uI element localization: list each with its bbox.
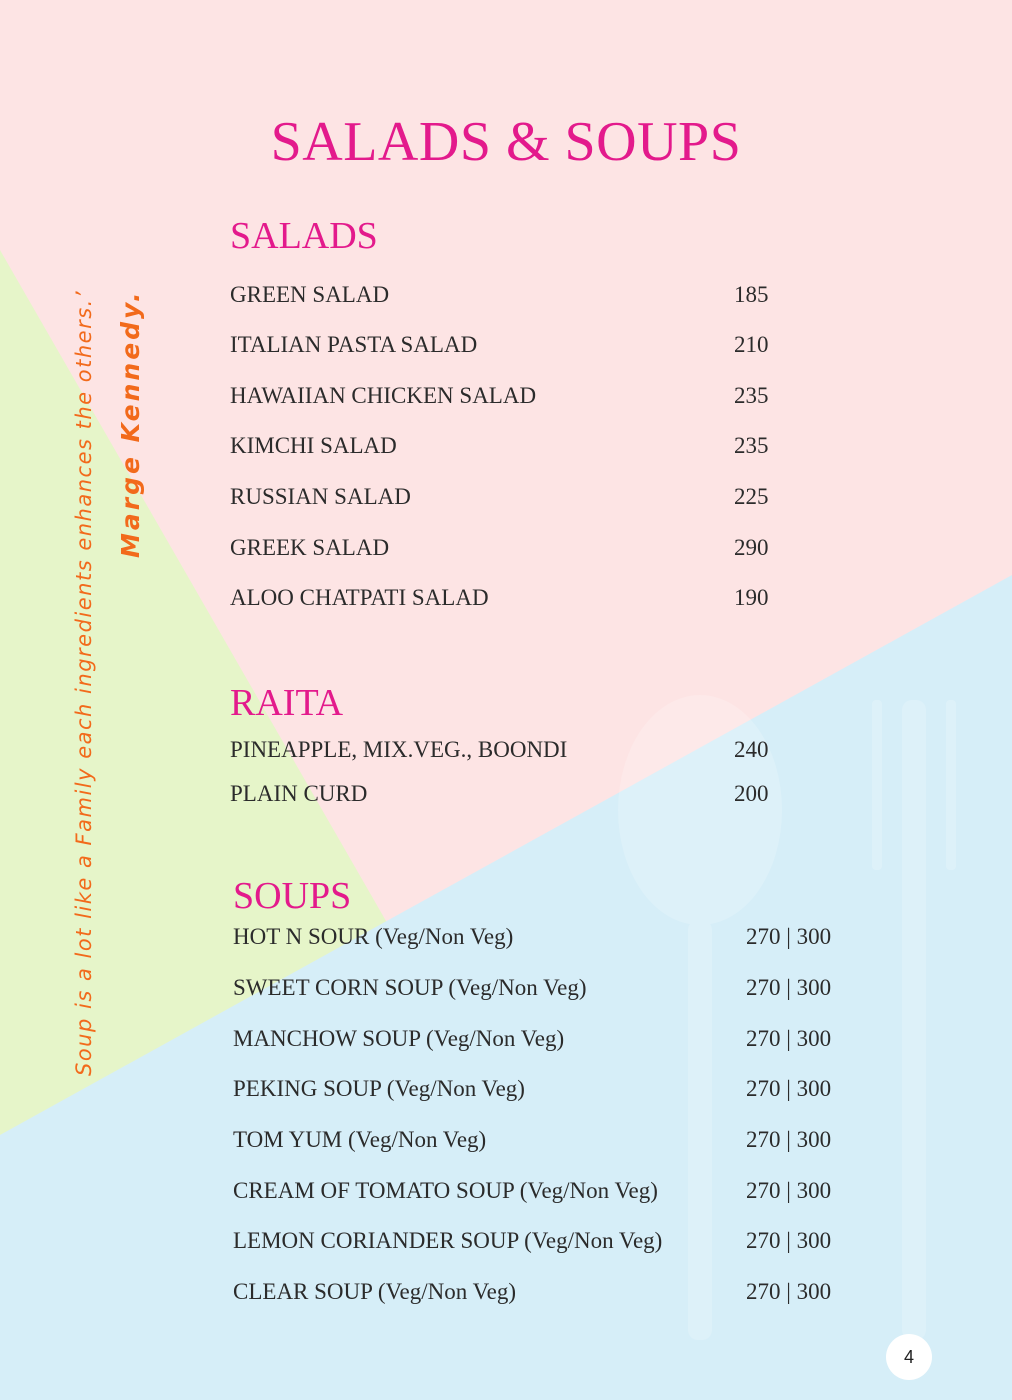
salads-heading: SALADS [230, 215, 378, 257]
menu-item-name: HAWAIIAN CHICKEN SALAD [230, 383, 537, 408]
menu-item-name: RUSSIAN SALAD [230, 484, 411, 509]
menu-item-price: 290 [734, 535, 769, 560]
menu-item-price: 235 [734, 383, 769, 408]
menu-item-price: 185 [734, 282, 769, 307]
page-number: 4 [886, 1334, 932, 1380]
quote-text: Soup is a lot like a Family each ingredients enhances the others.’ [72, 290, 96, 1076]
menu-item-name: MANCHOW SOUP (Veg/Non Veg) [233, 1026, 565, 1051]
menu-item-name: TOM YUM (Veg/Non Veg) [233, 1127, 487, 1152]
menu-item-name: PLAIN CURD [230, 781, 368, 806]
menu-item-price: 270 | 300 [746, 924, 832, 949]
menu-item-price: 235 [734, 433, 769, 458]
menu-item-name: PEKING SOUP (Veg/Non Veg) [233, 1076, 525, 1101]
menu-item-name: SWEET CORN SOUP (Veg/Non Veg) [233, 975, 587, 1000]
menu-item-price: 225 [734, 484, 769, 509]
menu-item-price: 270 | 300 [746, 1279, 832, 1304]
menu-item-name: HOT N SOUR (Veg/Non Veg) [233, 924, 514, 949]
menu-item-name: LEMON CORIANDER SOUP (Veg/Non Veg) [233, 1228, 663, 1253]
menu-item-price: 190 [734, 585, 769, 610]
menu-item-name: PINEAPPLE, MIX.VEG., BOONDI [230, 737, 568, 762]
menu-item-price: 270 | 300 [746, 1127, 832, 1152]
menu-item-price: 270 | 300 [746, 975, 832, 1000]
menu-item-price: 270 | 300 [746, 1076, 832, 1101]
menu-item-name: KIMCHI SALAD [230, 433, 397, 458]
menu-item-price: 240 [734, 737, 769, 762]
menu-item-price: 200 [734, 781, 769, 806]
menu-item-price: 270 | 300 [746, 1228, 832, 1253]
quote-author: Marge Kennedy. [116, 289, 145, 558]
page-title: SALADS & SOUPS [270, 111, 742, 173]
menu-item-price: 270 | 300 [746, 1178, 832, 1203]
menu-item-name: GREEK SALAD [230, 535, 390, 560]
menu-item-price: 270 | 300 [746, 1026, 832, 1051]
soups-heading: SOUPS [233, 875, 352, 917]
raita-heading: RAITA [230, 682, 344, 724]
menu-item-name: CREAM OF TOMATO SOUP (Veg/Non Veg) [233, 1178, 658, 1203]
menu-item-name: ITALIAN PASTA SALAD [230, 332, 478, 357]
menu-item-name: GREEN SALAD [230, 282, 390, 307]
menu-item-name: ALOO CHATPATI SALAD [230, 585, 489, 610]
menu-item-name: CLEAR SOUP (Veg/Non Veg) [233, 1279, 517, 1304]
menu-item-price: 210 [734, 332, 769, 357]
